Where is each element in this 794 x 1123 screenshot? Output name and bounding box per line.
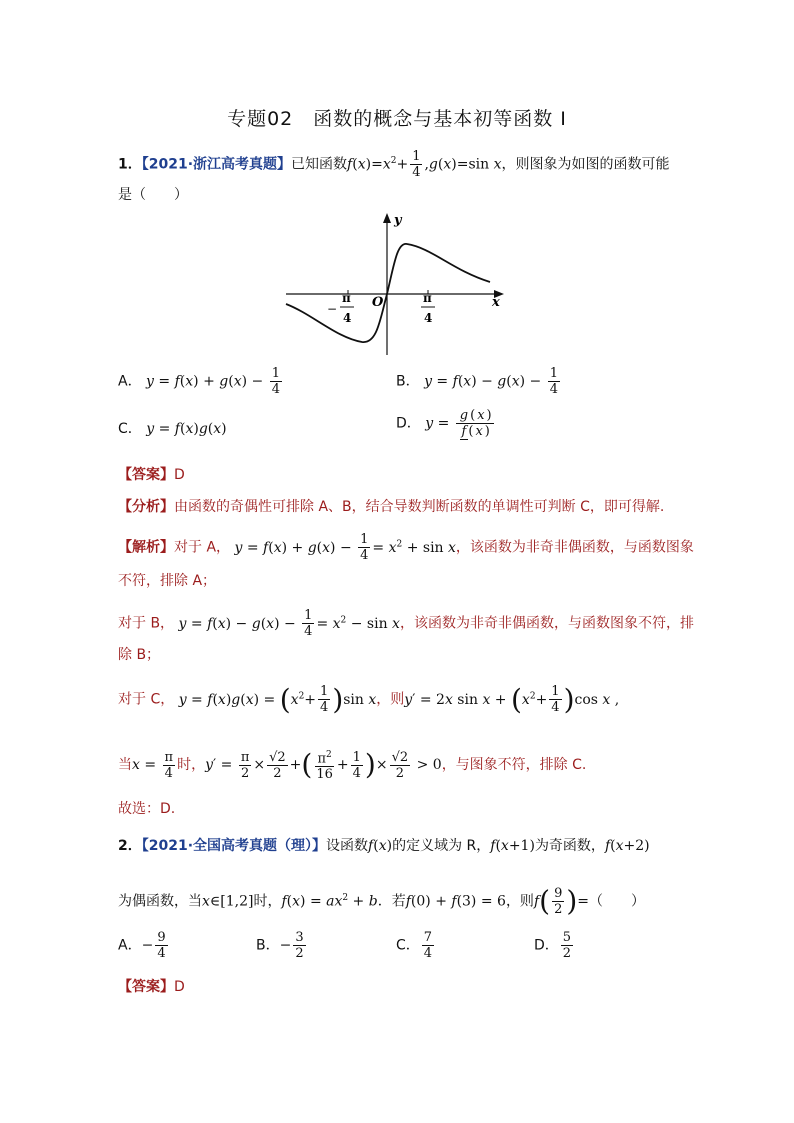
neg-pi: π (342, 291, 351, 305)
q1-solution-c: 对于 C， $y = f(x)g(x) = (x^2+$ $\frac{1}{4}$ )sin x，则y′ = 2x $\sin x + (x^2+$ $\frac{1}{4}$ )cos x , (118, 682, 620, 716)
q1-option-a[interactable]: A． y = f(x) + g(x) − $\frac{1}{4}$ (118, 366, 280, 397)
q1-stem-line-1: 1．【2021·浙江高考真题】已知函数$f(x)=x^2+$ $\frac{1}{4}$ ,g(x)=sin x，则图象为如图的函数可能 (118, 149, 670, 180)
q2-option-d[interactable]: D． $\frac{5}{2}$ (534, 930, 572, 961)
x-axis-label: x (492, 295, 500, 310)
q2-option-a[interactable]: A．− $\frac{9}{4}$ (118, 930, 166, 961)
q1-solution-eval: 当x = $\frac{\pi}{4}$ 时，y′ = $\frac{\pi}{2}$ × $\frac{√2}{2}$ +( $\frac{\pi^2}{16}$ + $\frac{1}{4}$ )× $\frac{√2}{2}$ > 0，与图象不符，排除 C. (118, 748, 587, 783)
q1-analysis: 【分析】由函数的奇偶性可排除 A、B，结合导数判断函数的单调性可判断 C，即可得解. (118, 499, 665, 515)
q1-option-d[interactable]: D． y = $\frac{g ( x )}{f ( x )}$ (396, 408, 492, 439)
neg-sign: − (327, 302, 338, 316)
q1-answer: 【答案】D (118, 467, 185, 483)
q1-option-b[interactable]: B． y = f(x) − g(x) − $\frac{1}{4}$ (396, 366, 558, 397)
pos-four: 4 (424, 311, 433, 325)
q1-solution-b-cont: 除 B； (118, 647, 161, 663)
q2-option-c[interactable]: C． $\frac{7}{4}$ (396, 930, 433, 961)
q2-stem-line-1: 2．【2021·全国高考真题（理）】设函数f(x)的定义域为 R，f(x+1)为奇函数，f(x+2) (118, 838, 650, 854)
q1-stem-a: 已知函数 (291, 156, 348, 173)
q1-stem-b: ，则图象为如图的函数可能 (501, 156, 670, 173)
q1-solution-a-cont: 不符，排除 A； (118, 573, 217, 589)
y-axis-label: y (394, 213, 402, 228)
q1-function-graph (282, 210, 507, 360)
q2-stem-line-2: 为偶函数，当x∈[1,2]时，$f(x) = ax^2 + b$．若f(0) + f(3) = 6，则f( $\frac{9}{2}$ )=（ ） (118, 884, 646, 918)
q2-answer: 【答案】D (118, 979, 185, 995)
function-curve (286, 244, 490, 342)
q2-option-b[interactable]: B．− $\frac{3}{2}$ (256, 930, 304, 961)
q1-stem-c: 是（ ） (118, 187, 188, 203)
pos-pi: π (423, 291, 432, 305)
q1-conclusion: 故选：D. (118, 801, 176, 817)
neg-four: 4 (343, 311, 352, 325)
q1-number: 1． (118, 156, 142, 173)
page-title: 专题02 函数的概念与基本初等函数 I (227, 108, 567, 130)
q1-solution-a: 【解析】对于 A， y = f(x) + g(x) − $\frac{1}{4}$ = $x^2 + \sin x$，该函数为非奇非偶函数，与函数图象 (118, 532, 694, 563)
y-axis-arrow (383, 213, 391, 223)
origin-label: O (372, 295, 384, 310)
q1-source: 【2021·浙江高考真题】 (141, 156, 292, 173)
q1-solution-b: 对于 B， y = f(x) − g(x) − $\frac{1}{4}$ = $x^2 - \sin x$，该函数为非奇非偶函数，与函数图象不符，排 (118, 608, 694, 639)
q1-option-c[interactable]: C． y = f(x)g(x) (118, 421, 227, 437)
